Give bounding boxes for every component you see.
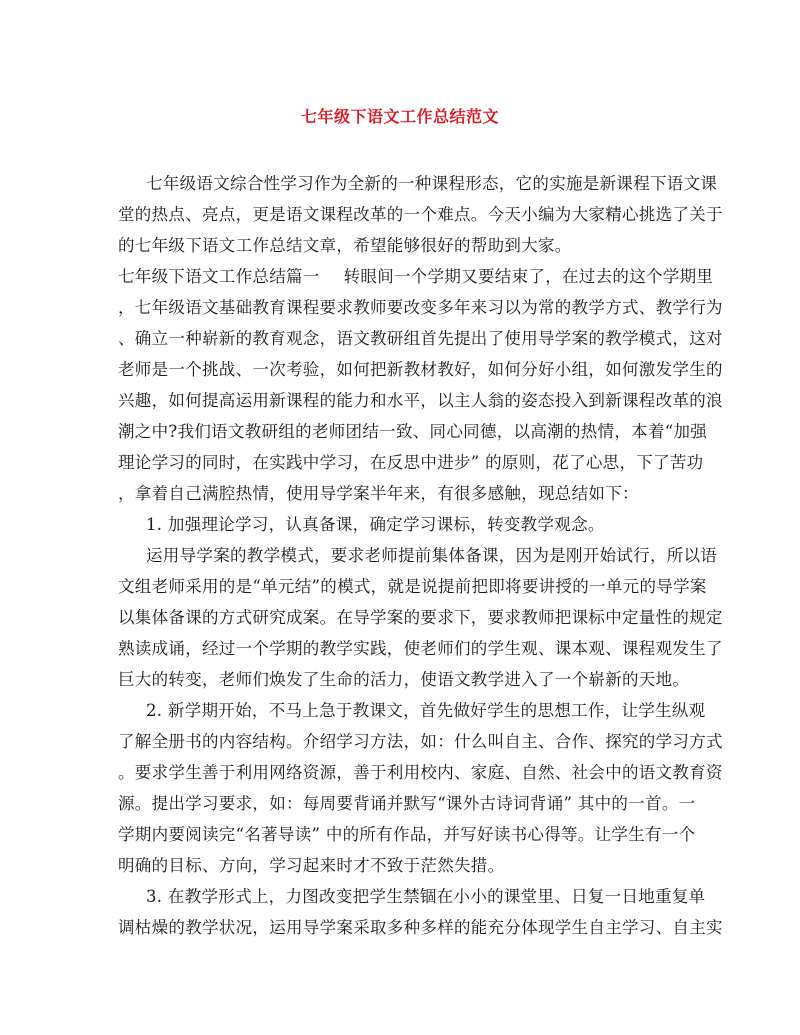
paragraph-line: 、确立一种崭新的教育观念，语文教研组首先提出了使用导学案的教学模式，这对 <box>118 329 723 348</box>
paragraph-line: 巨大的转变，老师们焕发了生命的活力，使语文教学进入了一个崭新的天地。 <box>118 670 690 689</box>
paragraph-line: 源。提出学习要求，如：每周要背诵并默写“课外古诗词背诵” 其中的一首。一 <box>118 794 696 813</box>
paragraph-line: 以集体备课的方式研究成案。在导学案的要求下，要求教师把课标中定量性的规定 <box>118 608 723 627</box>
section-heading: 七年级下语文工作总结篇一 <box>118 267 320 286</box>
paragraph-line: 学期内要阅读完“名著导读” 中的所有作品，并写好读书心得等。让学生有一个 <box>118 825 696 844</box>
numbered-item-1: 1. 加强理论学习，认真备课，确定学习课标，转变教学观念。 <box>146 515 605 534</box>
paragraph-line: 了解全册书的内容结构。介绍学习方法，如：什么叫自主、合作、探究的学习方式 <box>118 732 723 751</box>
numbered-item-3: 3. 在教学形式上，力图改变把学生禁锢在小小的课堂里、日复一日地重复单 <box>146 887 706 906</box>
paragraph-line: 文组老师采用的是“单元结”的模式，就是说提前把即将要讲授的一单元的导学案 <box>118 577 707 596</box>
paragraph-line: 调枯燥的教学状况，运用导学案采取多种多样的能充分体现学生自主学习、自主实 <box>118 918 723 937</box>
section-heading-line <box>118 267 714 287</box>
paragraph-line: 熟读成诵，经过一个学期的教学实践，使老师们的学生观、课本观、课程观发生了 <box>118 639 723 658</box>
paragraph-line: 堂的热点、亮点，更是语文课程改革的一个难点。今天小编为大家精心挑选了关于 <box>118 205 723 224</box>
paragraph-line: 老师是一个挑战、一次考验，如何把新教材教好，如何分好小组，如何激发学生的 <box>118 360 723 379</box>
paragraph-line: 运用导学案的教学模式，要求老师提前集体备课，因为是刚开始试行，所以语 <box>146 546 718 565</box>
paragraph-line: 的七年级下语文工作总结文章，希望能够很好的帮助到大家。 <box>118 236 572 255</box>
paragraph-line: ，七年级语文基础教育课程要求教师要改变多年来习以为常的教学方式、教学行为 <box>118 298 723 317</box>
numbered-item-2: 2. 新学期开始，不马上急于教课文，首先做好学生的思想工作，让学生纵观 <box>146 701 706 720</box>
paragraph-line: 兴趣，如何提高运用新课程的能力和水平，以主人翁的姿态投入到新课程改革的浪 <box>118 391 723 410</box>
paragraph-line: 明确的目标、方向，学习起来时才不致于茫然失措。 <box>118 856 505 875</box>
paragraph-line: ，拿着自己满腔热情，使用导学案半年来，有很多感触，现总结如下： <box>118 484 639 503</box>
paragraph-line: 七年级语文综合性学习作为全新的一种课程形态，它的实施是新课程下语文课 <box>146 174 718 193</box>
paragraph-line: 理论学习的同时，在实践中学习，在反思中进步” 的原则，花了心思，下了苦功 <box>118 453 704 472</box>
document-title: 七年级下语文工作总结范文 <box>300 107 499 126</box>
paragraph-line: 。要求学生善于利用网络资源，善于利用校内、家庭、自然、社会中的语文教育资 <box>118 763 723 782</box>
paragraph-line: 潮之中?我们语文教研组的老师团结一致、同心同德，以高潮的热情，本着“加强 <box>118 422 708 441</box>
paragraph-text: 转眼间一个学期又要结束了，在过去的这个学期里 <box>343 267 714 286</box>
